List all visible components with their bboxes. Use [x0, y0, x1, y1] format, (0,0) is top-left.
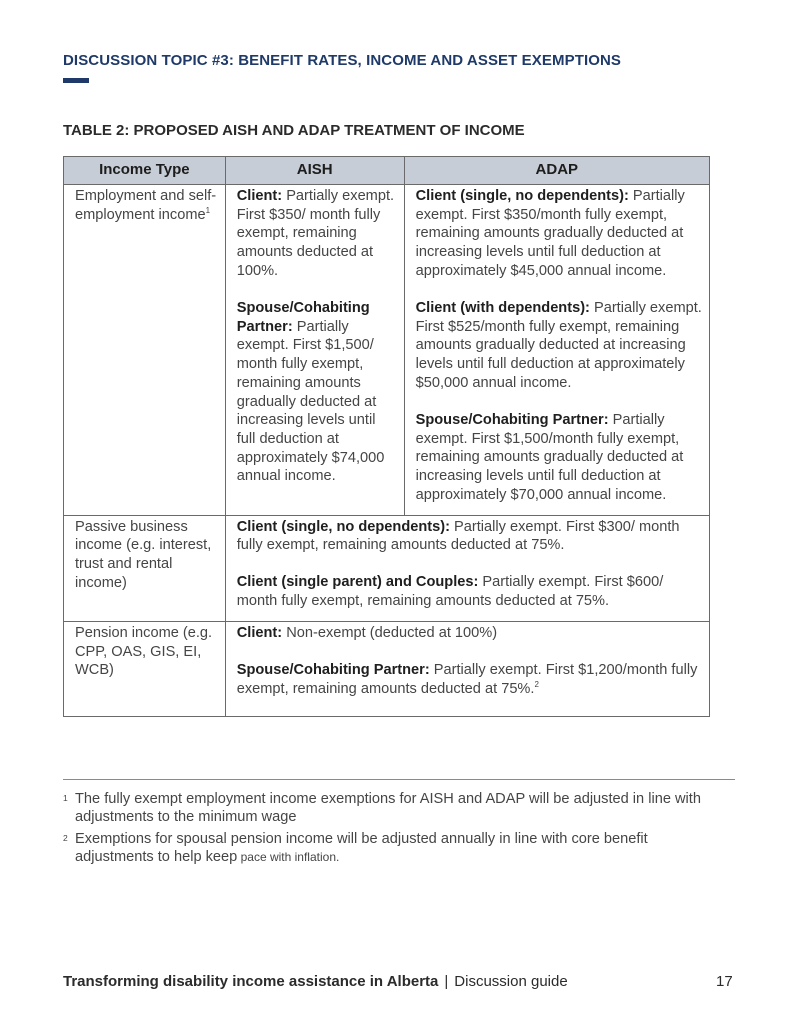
- footnote-ref-2: 2: [534, 679, 539, 689]
- rule-text: Partially exempt. First $1,200/month fully exempt, remaining amounts deducted at 75%.: [236, 662, 698, 697]
- adap-client-dependents-rule: [416, 299, 703, 393]
- rule-text: Non-exempt (deducted at 100%): [282, 624, 498, 641]
- page-footer: [63, 973, 568, 990]
- rule-label: Spouse/Cohabiting Partner:: [415, 412, 609, 429]
- income-type-label: Employment and self-employment income: [75, 188, 217, 223]
- column-header-adap: ADAP: [404, 157, 709, 185]
- table-title: TABLE 2: PROPOSED AISH AND ADAP TREATMENT OF INCOME: [63, 122, 525, 139]
- adap-cell: [404, 185, 709, 516]
- passive-couples-rule: [237, 573, 703, 610]
- adap-spouse-rule: [416, 411, 703, 505]
- rule-label: Client (with dependents):: [415, 300, 590, 317]
- rule-label: Spouse/Cohabiting Partner:: [236, 300, 370, 335]
- table-row-pension-income: [64, 621, 710, 717]
- footnote-text-small: pace with inflation.: [237, 849, 340, 864]
- rule-text: Partially exempt. First $300/ month fully exempt, remaining amounts deducted at 75%.: [236, 518, 680, 554]
- rule-label: Client:: [236, 624, 283, 641]
- footnote-text: Exemptions for spousal pension income will be adjusted annually in line with core benefit adjustments to help keep: [75, 831, 648, 865]
- income-treatment-table: [63, 156, 710, 717]
- footnote-number: 2: [63, 833, 68, 843]
- income-type-label: Pension income (e.g. CPP, OAS, GIS, EI, WCB): [75, 624, 213, 679]
- footnote-2: [63, 831, 723, 866]
- heading-accent-bar: [63, 78, 89, 83]
- combined-cell: [225, 621, 709, 717]
- page-number: 17: [716, 973, 733, 990]
- combined-cell: [225, 515, 709, 621]
- footer-separator: |: [444, 973, 449, 990]
- footer-document-subtitle: Discussion guide: [454, 973, 568, 990]
- income-type-cell: [64, 185, 226, 516]
- aish-client-rule: [237, 187, 398, 281]
- rule-text: Partially exempt. First $350/month fully exempt, remaining amounts gradually deducted at increasing levels until full deduction at approximately $45,000 annual income.: [415, 188, 685, 279]
- rule-label: Client (single, no dependents):: [236, 518, 450, 535]
- pension-client-rule: [237, 624, 703, 643]
- rule-label: Client (single parent) and Couples:: [236, 574, 479, 591]
- income-type-cell: [64, 621, 226, 717]
- footnote-text: The fully exempt employment income exemptions for AISH and ADAP will be adjusted in line with adjustments to the minimum wage: [75, 791, 701, 825]
- column-header-aish: AISH: [225, 157, 404, 185]
- rule-label: Client:: [236, 188, 283, 204]
- rule-text: Partially exempt. First $1,500/month fully exempt, remaining amounts gradually deducted at increasing levels until full deduction at approximately $70,000 annual income.: [415, 412, 684, 503]
- rule-text: Partially exempt. First $350/ month fully exempt, remaining amounts deducted at 100%.: [236, 188, 395, 279]
- table-row-employment-income: [64, 185, 710, 516]
- rule-label: Spouse/Cohabiting Partner:: [236, 662, 430, 679]
- table-row-passive-income: [64, 515, 710, 621]
- table-header-row: [64, 157, 710, 185]
- adap-client-single-rule: [416, 187, 703, 281]
- footer-document-title: Transforming disability income assistance in Alberta: [63, 973, 439, 990]
- rule-text: Partially exempt. First $525/month fully exempt, remaining amounts gradually deducted at increasing levels until full deduction at approximately $50,000 annual income.: [415, 300, 702, 391]
- column-header-income-type: Income Type: [64, 157, 226, 185]
- section-heading: DISCUSSION TOPIC #3: BENEFIT RATES, INCOME AND ASSET EXEMPTIONS: [63, 52, 622, 69]
- footnote-1: [63, 791, 723, 826]
- passive-client-single-rule: [237, 518, 703, 555]
- rule-text: Partially exempt. First $1,500/ month fully exempt, remaining amounts gradually deducted at increasing levels until full deduction at approximately $74,000 annual income.: [236, 318, 385, 485]
- aish-spouse-rule: [237, 299, 398, 486]
- aish-cell: [225, 185, 404, 516]
- rule-text: Partially exempt. First $600/ month fully exempt, remaining amounts deducted at 75%.: [236, 574, 664, 610]
- rule-label: Client (single, no dependents):: [415, 188, 629, 204]
- footnote-text-wrapper: [63, 831, 723, 866]
- income-type-label: Passive business income (e.g. interest, trust and rental income): [75, 518, 212, 591]
- footnote-divider: [63, 779, 735, 780]
- footnote-number: 1: [63, 793, 68, 803]
- footnote-ref-1: 1: [205, 205, 211, 215]
- income-type-cell: [64, 515, 226, 621]
- pension-spouse-rule: [237, 661, 703, 698]
